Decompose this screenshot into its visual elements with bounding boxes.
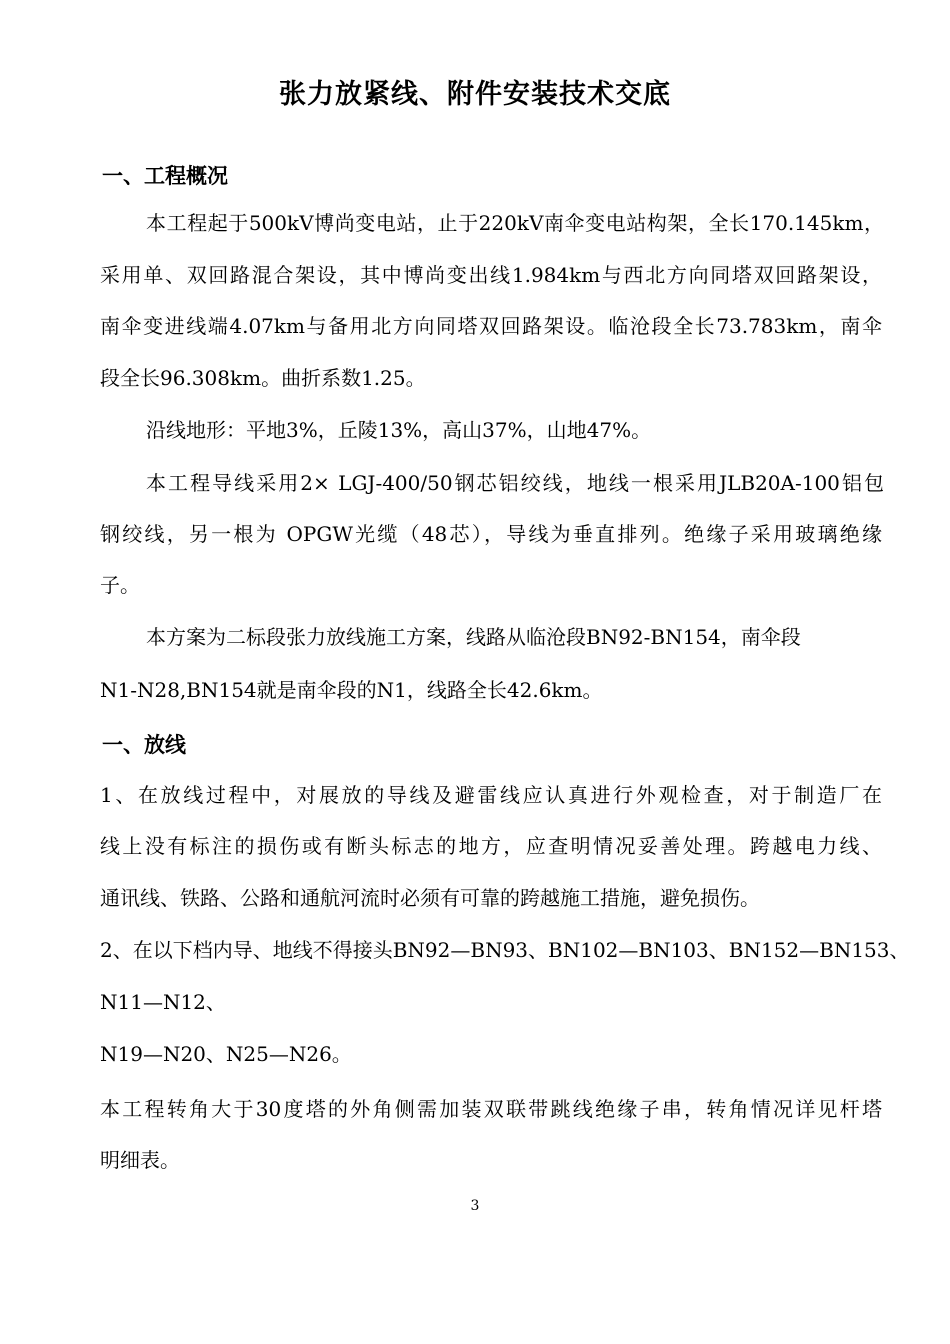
list-item-line: N11—N12、: [100, 990, 226, 1014]
list-item-line: 通讯线、铁路、公路和通航河流时必须有可靠的跨越施工措施，避免损伤。: [100, 886, 760, 910]
page-number: 3: [470, 1198, 480, 1214]
paragraph-line: 南伞变进线端4.07km与备用北方向同塔双回路架设。临沧段全长73.783km，南伞: [100, 314, 882, 338]
list-item-line: 线上没有标注的损伤或有断头标志的地方，应查明情况妥善处理。跨越电力线、: [100, 834, 882, 858]
list-item-line: N19—N20、N25—N26。: [100, 1042, 352, 1066]
paragraph-line: 钢绞线，另一根为 OPGW光缆（48芯），导线为垂直排列。绝缘子采用玻璃绝缘: [100, 522, 882, 546]
paragraph-line: N1-N28,BN154就是南伞段的N1，线路全长42.6km。: [100, 678, 603, 702]
paragraph-line: 本方案为二标段张力放线施工方案，线路从临沧段BN92-BN154，南伞段: [146, 625, 801, 649]
section-heading-stringing: 一、放线: [102, 733, 186, 757]
paragraph-line: 明细表。: [100, 1148, 180, 1172]
list-item-line: 1、在放线过程中，对展放的导线及避雷线应认真进行外观检查，对于制造厂在: [100, 783, 882, 807]
paragraph-line: 本工程导线采用2× LGJ-400/50钢芯铝绞线，地线一根采用JLB20A-100铝包: [146, 471, 884, 495]
paragraph-line: 采用单、双回路混合架设，其中博尚变出线1.984km与西北方向同塔双回路架设，: [100, 263, 882, 287]
document-title: 张力放紧线、附件安装技术交底: [279, 79, 671, 110]
paragraph-line: 段全长96.308km。曲折系数1.25。: [100, 366, 426, 390]
list-item-line: 2、在以下档内导、地线不得接头BN92—BN93、BN102—BN103、BN152—BN153、: [100, 938, 910, 962]
section-heading-overview: 一、工程概况: [102, 164, 228, 188]
paragraph-line: 本工程起于500kV博尚变电站，止于220kV南伞变电站构架，全长170.145km，: [146, 211, 884, 235]
paragraph-line: 沿线地形：平地3%，丘陵13%，高山37%，山地47%。: [146, 418, 652, 442]
paragraph-line: 本工程转角大于30度塔的外角侧需加装双联带跳线绝缘子串，转角情况详见杆塔: [100, 1097, 882, 1121]
paragraph-line: 子。: [100, 573, 140, 597]
